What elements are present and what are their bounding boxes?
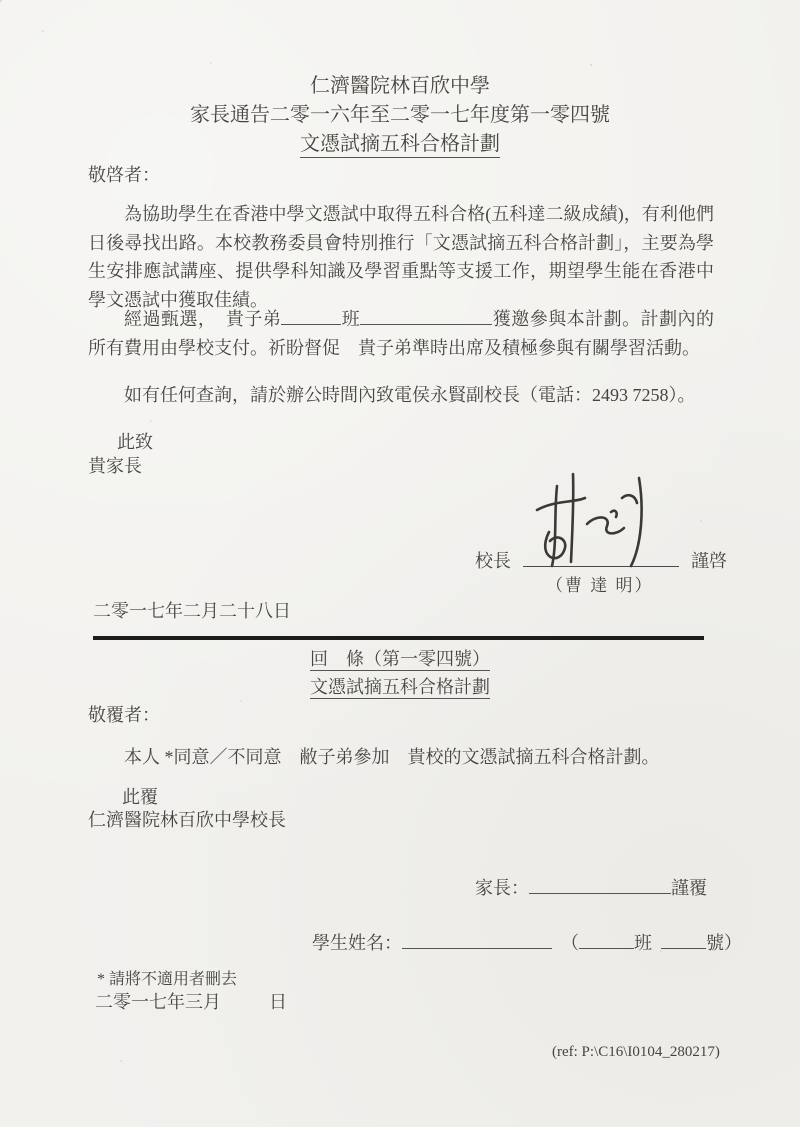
school-name: 仁濟醫院林百欣中學 [310,75,490,97]
reply-slip-title: 回 條（第一零四號） [310,649,490,669]
letter-paragraph-1: 為協助學生在香港中學文憑試中取得五科合格(五科達二級成績)，有利他們日後尋找出路。本校教務委員會特別推行「文憑試摘五科合格計劃」，主要為學生安排應試講座、提供學科知識及學習重點等支援工作，期望學生能在香港中學文憑試中獲取佳績。 [88,204,714,310]
closing-recipient: 貴家長 [88,456,142,476]
student-name-fill-blank [360,307,492,325]
letter-header [0,72,800,159]
notice-number-line: 家長通告二零一六年至二零一七年度第一零四號 [190,104,610,126]
student-name-label: 學生姓名： [312,933,402,953]
class-character: 班 [341,309,361,329]
reply-date: 二零一七年三月 [95,992,221,1012]
letter-salutation: 敬啓者： [88,165,160,185]
letter-paragraph-3: 如有任何查詢，請於辦公時間內致電侯永賢副校長（電話：2493 7258）。 [124,385,696,405]
bracket-open: （ [561,933,579,953]
day-character: 日 [269,992,287,1012]
tear-off-divider [93,636,704,640]
parent-regards: 謹覆 [671,878,707,898]
reply-addressee: 仁濟醫院林百欣中學校長 [88,810,286,830]
bracket-close: ） [724,933,742,953]
principal-name: （曹 達 明） [546,576,654,595]
reply-slip-header [0,646,800,701]
student-number-blank [661,931,706,949]
signature-row [475,546,727,573]
principal-signature-icon [527,470,659,570]
principal-label: 校長 [475,551,511,571]
student-name-blank [402,931,552,949]
paragraph-2-lead: 經過甄選， 貴子弟 [124,309,282,329]
reply-statement: 本人 *同意／不同意 敝子弟參加 貴校的文憑試摘五科合格計劃。 [124,747,660,767]
letter-date: 二零一七年二月二十八日 [93,601,291,621]
reply-date-row [95,988,287,1014]
letter-paragraph-2 [88,305,714,362]
paragraph-2-rest: 獲邀參與本計劃。計劃內的所有費用由學校支付。祈盼督促 貴子弟準時出席及積極參與有關學習活動。 [88,309,715,358]
student-number-character: 號 [706,933,724,953]
reply-closing: 此覆 [122,787,158,807]
reply-salutation: 敬覆者： [88,705,160,725]
scan-noise [0,0,2,2]
parent-signature-row [475,874,707,900]
student-class-blank [579,931,634,949]
subject-title: 文憑試摘五科合格計劃 [300,133,500,158]
delete-inapplicable-footnote: * 請將不適用者刪去 [97,971,238,988]
parent-label: 家長： [475,878,529,898]
parent-signature-blank [529,876,671,894]
principal-regards: 謹啓 [691,551,727,571]
closing-cizhi: 此致 [117,432,153,452]
class-fill-blank [281,307,341,325]
student-name-row [312,929,742,955]
signature-line [523,546,679,567]
file-reference: (ref: P:\C16\I0104_280217) [552,1044,720,1060]
student-class-character: 班 [634,933,652,953]
reply-slip-subtitle: 文憑試摘五科合格計劃 [310,676,490,697]
